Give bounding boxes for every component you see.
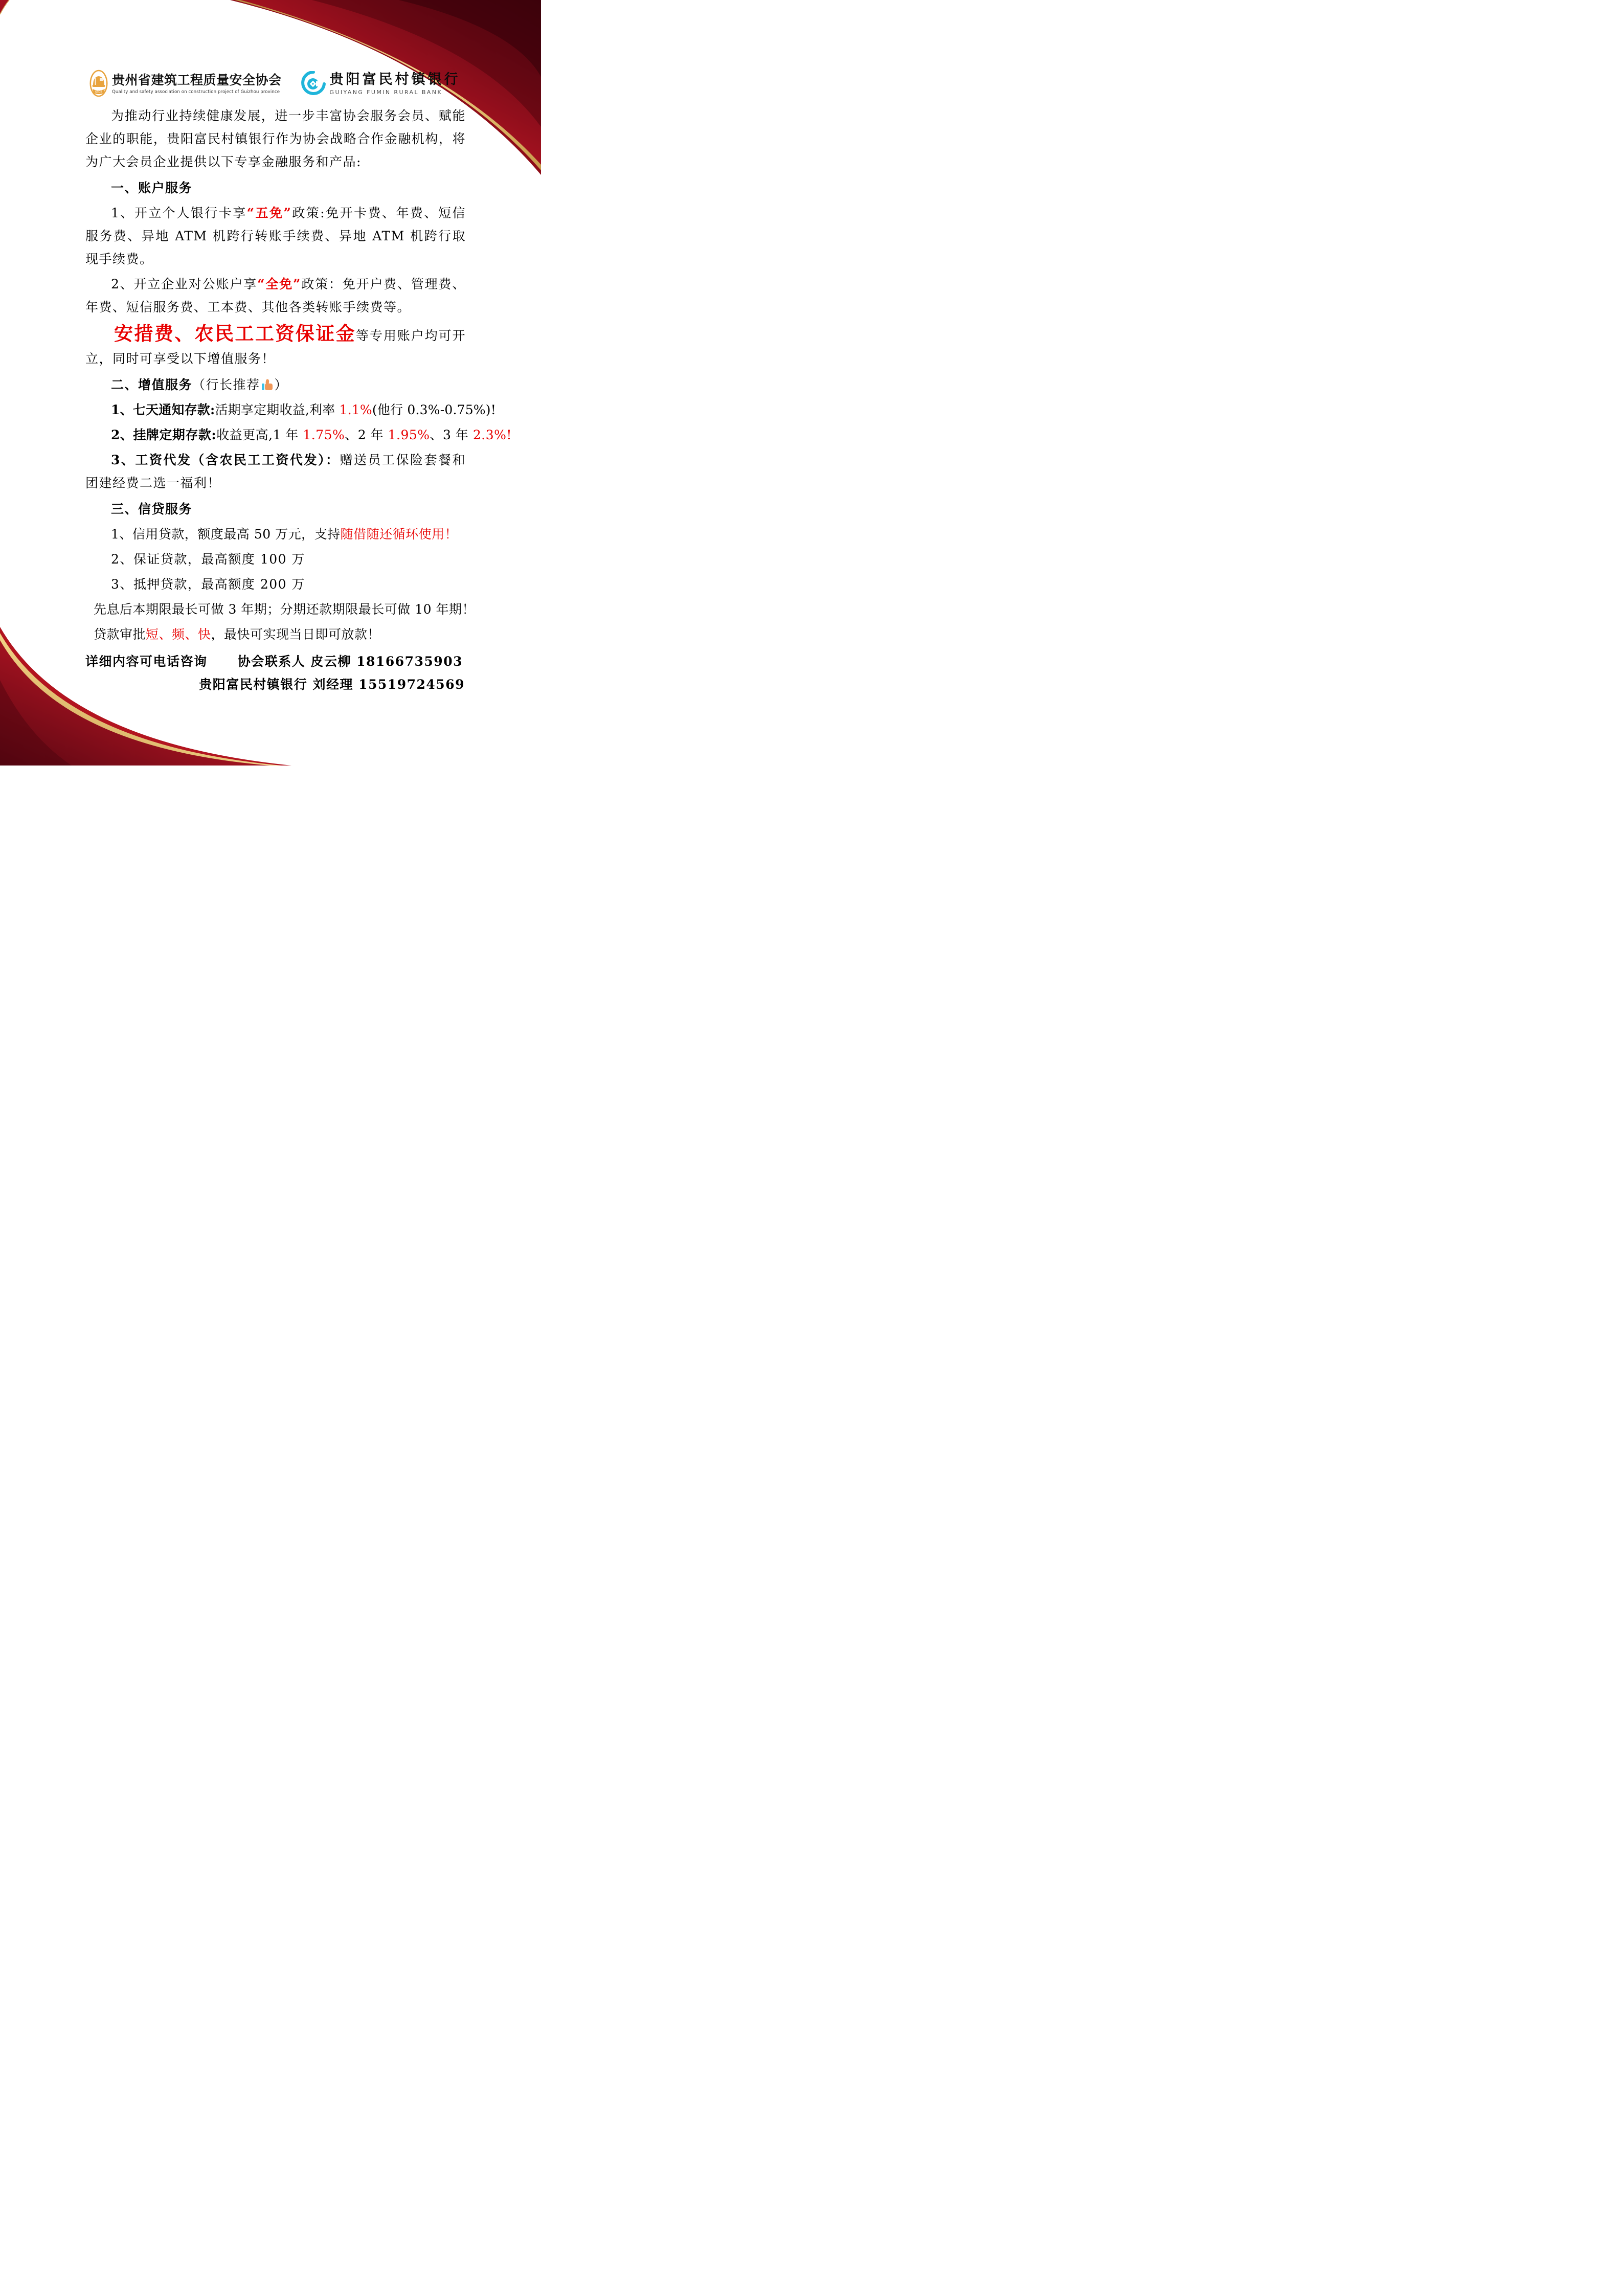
value-item1-t2: (他行 0.3%-0.75%)!	[372, 402, 496, 417]
credit-item1-text: 1、信用贷款，额度最高 50 万元，支持	[111, 527, 341, 542]
credit-note-approval	[85, 623, 466, 646]
association-tagline: Quality and safety association on construction project of Guizhou province	[112, 89, 280, 95]
top-left-sliver	[0, 0, 9, 14]
credit-note-terms: 先息后本期限最长可做 3 年期；分期还款期限最长可做 10 年期！	[94, 602, 476, 617]
account-item1-pre: 1、开立个人银行卡享	[111, 206, 247, 220]
account-item-2	[85, 273, 466, 319]
contact-row-1	[85, 650, 466, 673]
value-item-3	[85, 448, 466, 494]
bank-tagline: GUIYANG FUMIN RURAL BANK	[329, 88, 442, 96]
value-item-2	[85, 423, 512, 446]
value-item-1	[85, 398, 496, 421]
contact-label: 详细内容可电话咨询	[85, 654, 208, 669]
value-item2-rate3: 2.3%!	[472, 427, 512, 442]
value-item1-rate: 1.1%	[339, 402, 372, 417]
account-item1-highlight: “五免”	[246, 206, 292, 220]
value-item2-rate1: 1.75%	[303, 427, 345, 442]
special-accounts-line	[85, 321, 466, 370]
association-logo	[89, 70, 282, 97]
flyer-page	[0, 0, 541, 766]
bank-name: 贵阳富民村镇银行	[329, 71, 461, 87]
account-item1-post: 政策:免开卡费、年费、短信服务费、异地 ATM 机跨行转账手续费、异地 ATM 机跨行取现手续费。	[85, 206, 466, 266]
credit-note2-highlight: 短、频、快	[146, 627, 211, 642]
association-logo-text	[112, 73, 282, 95]
credit-item-3: 3、抵押贷款，最高额度 200 万	[111, 577, 306, 592]
value-item2-t3: 、3 年	[430, 427, 473, 442]
value-heading-paren-open: （行长推荐	[192, 377, 260, 392]
value-item3-label: 3、工资代发（含农民工工资代发）：	[111, 453, 340, 467]
value-item2-label: 2、挂牌定期存款:	[111, 427, 217, 442]
value-item2-t2: 、2 年	[345, 427, 388, 442]
value-heading-paren-close: ）	[274, 377, 288, 392]
contact-association-person: 协会联系人 皮云柳 18166735903	[237, 654, 463, 669]
special-accounts-highlight: 安措费、农民工工资保证金	[114, 322, 356, 345]
document-content	[85, 70, 512, 696]
bank-logo-text	[330, 72, 461, 96]
credit-note2-t2: ，最快可实现当日即可放款！	[211, 627, 381, 642]
contact-row-2	[85, 673, 466, 696]
credit-item1-highlight: 随借随还循环使用！	[340, 527, 458, 542]
association-logo-icon	[89, 70, 108, 97]
bank-logo	[301, 71, 461, 96]
value-item3-text: 赠送员工保险套餐和团建经费二选一福利！	[85, 453, 466, 490]
contact-bank-person: 贵阳富民村镇银行 刘经理 15519724569	[199, 677, 465, 692]
value-item2-t1: 收益更高,1 年	[216, 427, 303, 442]
intro-paragraph: 为推动行业持续健康发展，进一步丰富协会服务会员、赋能企业的职能，贵阳富民村镇银行作为协会战略合作金融机构，将为广大会员企业提供以下专享金融服务和产品:	[85, 108, 466, 169]
value-item2-rate2: 1.95%	[388, 427, 430, 442]
section-heading-value	[85, 373, 466, 396]
account-item2-post: 政策：免开户费、管理费、年费、短信服务费、工本费、其他各类转账手续费等。	[85, 277, 466, 314]
special-accounts-post: 等专用账户均可开立，同时可享受以下增值服务！	[85, 328, 466, 366]
account-item2-highlight: “全免”	[257, 277, 301, 291]
association-monogram: QSGZ	[95, 91, 103, 94]
section-heading-account: 一、账户服务	[111, 181, 193, 195]
contact-block	[85, 650, 466, 696]
account-item2-pre: 2、开立企业对公账户享	[111, 277, 258, 291]
bank-logo-icon	[301, 71, 326, 96]
credit-note2-t1: 贷款审批	[94, 627, 146, 642]
value-item1-t1: 活期享定期收益,利率	[215, 402, 340, 417]
credit-item-2: 2、保证贷款，最高额度 100 万	[111, 552, 306, 567]
credit-item-1	[85, 523, 466, 546]
value-heading-text: 二、增值服务	[111, 377, 193, 392]
section-heading-credit: 三、信贷服务	[111, 502, 193, 516]
value-item1-label: 1、七天通知存款:	[111, 402, 215, 417]
account-item-1	[85, 201, 466, 271]
thumbs-up-icon	[261, 378, 274, 391]
header-logos	[89, 70, 466, 97]
association-name: 贵州省建筑工程质量安全协会	[112, 72, 282, 87]
